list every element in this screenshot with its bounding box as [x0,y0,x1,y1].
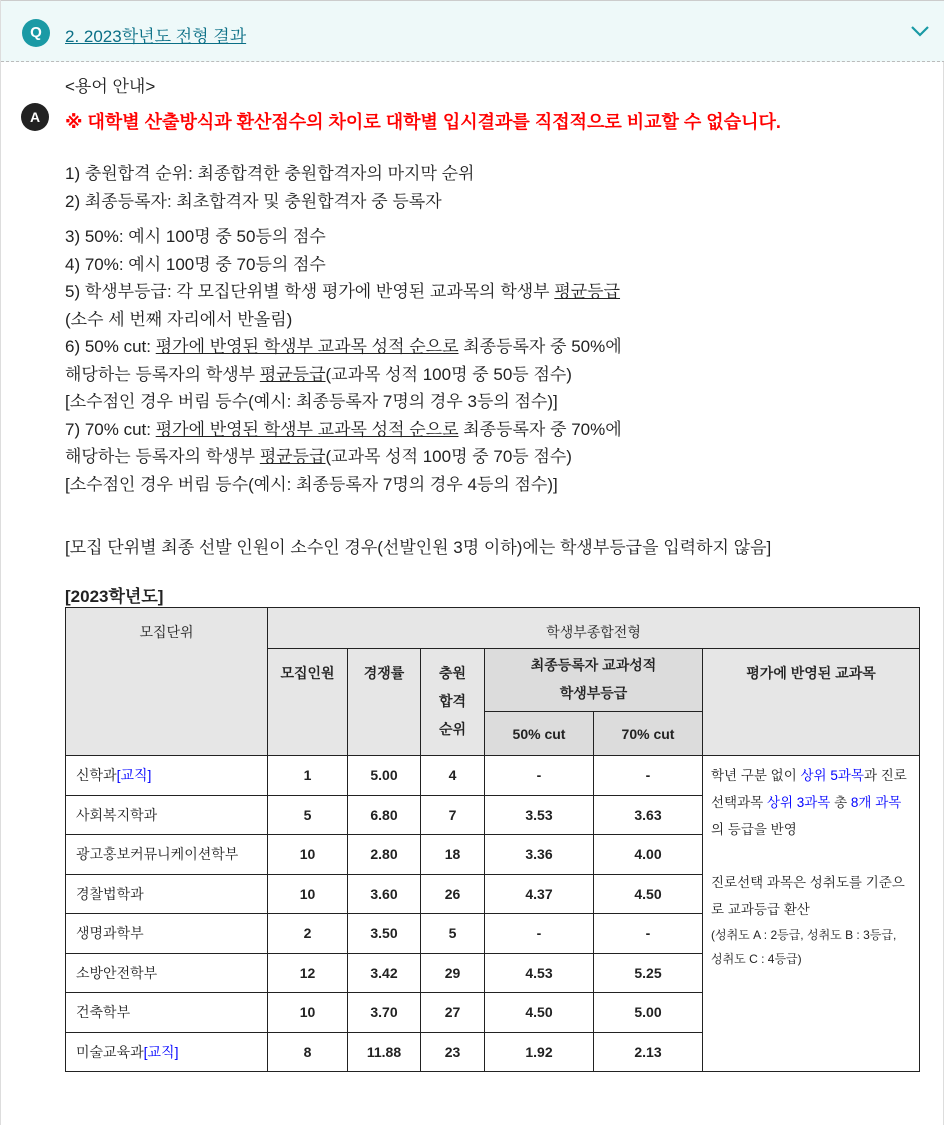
line-text: 최종등록자 중 50%에 [458,337,622,356]
cell-cut50: - [485,914,594,954]
teaching-tag: [교직] [116,767,152,784]
line-text: 5) 학생부등급: 각 모집단위별 학생 평가에 반영된 교과목의 학생부 [65,282,555,301]
question-badge: Q [22,19,50,47]
cell-rank: 7 [421,795,485,835]
line-text: 해당하는 등록자의 학생부 [65,364,260,384]
unit-name-text: 경찰법학과 [76,885,144,902]
note-text: 학년 구분 없이 [711,768,801,783]
cell-quota: 2 [268,914,348,954]
header-ratio: 경쟁률 [348,649,421,756]
cell-rank: 27 [421,993,485,1033]
unit-name [66,953,268,993]
cell-cut70: - [594,756,703,796]
unit-name-text: 생명과학부 [76,925,144,942]
underlined-term: 평균등급 [554,282,621,301]
cell-cut50: 4.53 [485,953,594,993]
guide-title: <용어 안내> [65,77,156,96]
unit-name [66,874,268,914]
cell-ratio: 5.00 [348,756,421,796]
unit-name [66,1032,268,1072]
note-p1 [711,762,911,843]
line-text: 해당하는 등록자의 학생부 [65,447,260,466]
note-text: 총 [830,795,851,810]
question-header[interactable] [1,0,944,62]
cell-cut70: 5.00 [594,993,703,1033]
cell-quota: 8 [268,1032,348,1072]
cell-ratio: 6.80 [348,795,421,835]
guide-line [65,416,905,444]
term-guide-list [65,160,905,561]
unit-name-text: 사회복지학과 [76,806,158,823]
guide-line [65,306,905,334]
cell-cut70: 3.63 [594,795,703,835]
question-title-link[interactable]: 2. 2023학년도 전형 결과 [65,27,247,46]
cell-cut50: 4.37 [485,874,594,914]
cell-quota: 10 [268,835,348,875]
cell-ratio: 11.88 [348,1032,421,1072]
warning-text: ※ 대학별 산출방식과 환산점수의 차이로 대학별 입시결과를 직접적으로 비교할 수 없습니다. [65,112,781,132]
chevron-down-icon[interactable] [909,21,931,41]
cell-cut70: 4.50 [594,874,703,914]
unit-name-text: 광고홍보커뮤니케이션학부 [76,846,239,863]
cell-quota: 12 [268,953,348,993]
cell-quota: 10 [268,993,348,1033]
line-text: 최종등록자 중 70%에 [458,419,622,439]
line-text: 4) 70%: 예시 100명 중 70등의 점수 [65,254,326,274]
cell-ratio: 3.60 [348,874,421,914]
header-unit: 모집단위 [66,608,268,756]
header-final: 최종등록자 교과성적 [530,657,657,673]
guide-line [65,160,905,188]
guide-line [65,443,905,471]
line-text: 6) 50% cut: [65,337,156,356]
cell-cut70: 4.00 [594,835,703,875]
cell-cut70: - [594,914,703,954]
header-cut70: 70% cut [594,712,703,756]
cell-ratio: 3.70 [348,993,421,1033]
guide-line [65,361,905,389]
unit-name-text: 신학과 [76,767,117,784]
unit-name [66,993,268,1033]
cell-cut50: 1.92 [485,1032,594,1072]
unit-name [66,756,268,796]
subjects-note [703,756,920,1072]
guide-line [65,278,905,306]
line-text: (소수 세 번째 자리에서 반올림) [65,309,293,329]
header-subjects: 평가에 반영된 교과목 [703,649,920,756]
cell-cut50: 3.36 [485,835,594,875]
line-text: (교과목 성적 100명 중 70등 점수) [325,447,572,466]
cell-quota: 10 [268,874,348,914]
cell-cut70: 2.13 [594,1032,703,1072]
header-final-grade [485,649,703,712]
cell-cut50: - [485,756,594,796]
cell-ratio: 3.50 [348,914,421,954]
header-rank: 충원 합격 순위 [421,649,485,756]
line-text: (교과목 성적 100명 중 50등 점수) [325,364,572,384]
cell-cut70: 5.25 [594,953,703,993]
guide-line [65,534,905,562]
teaching-tag: [교직] [143,1043,179,1060]
guide-line [65,251,905,279]
cell-rank: 4 [421,756,485,796]
unit-name-text: 미술교육과 [76,1043,144,1060]
underlined-term: 평균등급 [259,364,326,384]
line-text: [모집 단위별 최종 선발 인원이 소수인 경우(선발인원 3명 이하)에는 학생부등급을 입력하지 않음] [65,537,772,557]
line-text: 7) 70% cut: [65,419,156,439]
cell-cut50: 3.53 [485,795,594,835]
cell-ratio: 2.80 [348,835,421,875]
highlight-text: 상위 5과목 [800,768,864,783]
header-track: 학생부종합전형 [268,608,920,649]
note-text: 의 등급을 반영 [711,822,797,837]
guide-line [65,498,905,526]
guide-line [65,471,905,499]
unit-name-text: 건축학부 [76,1004,131,1021]
note-text: 과 진로선택과목 [711,768,907,810]
unit-name [66,795,268,835]
cell-rank: 5 [421,914,485,954]
header-quota: 모집인원 [268,649,348,756]
line-text: 3) 50%: 예시 100명 중 50등의 점수 [65,227,326,246]
line-text: 1) 충원합격 순위: 최종합격한 충원합격자의 마지막 순위 [65,164,475,183]
line-text: 2) 최종등록자: 최초합격자 및 충원합격자 중 등록자 [65,191,442,211]
note-p2: 진로선택 과목은 성취도를 기준으로 교과등급 환산 [711,875,905,917]
line-text: [소수점인 경우 버림 등수(예시: 최종등록자 7명의 경우 3등의 점수)] [65,392,558,411]
cell-rank: 26 [421,874,485,914]
year-label: [2023학년도] [65,587,164,606]
underlined-term: 평가에 반영된 학생부 교과목 성적 순으로 [155,419,459,439]
unit-name-text: 소방안전학부 [76,964,158,981]
admission-results-table [65,607,920,1072]
cell-ratio: 3.42 [348,953,421,993]
underlined-term: 평균등급 [259,447,326,466]
cell-rank: 23 [421,1032,485,1072]
highlight-text: 상위 3과목 [766,795,831,810]
cell-rank: 18 [421,835,485,875]
guide-line [65,188,905,216]
cell-quota: 1 [268,756,348,796]
header-grade: 학생부등급 [559,685,628,701]
line-text: [소수점인 경우 버림 등수(예시: 최종등록자 7명의 경우 4등의 점수)] [65,474,558,494]
cell-cut50: 4.50 [485,993,594,1033]
cell-rank: 29 [421,953,485,993]
header-cut50: 50% cut [485,712,594,756]
guide-line [65,223,905,251]
table-row [66,756,920,796]
unit-name [66,914,268,954]
cell-quota: 5 [268,795,348,835]
highlight-text: 8개 과목 [850,795,902,810]
note-p3: (성취도 A : 2등급, 성취도 B : 3등급, 성취도 C : 4등급) [711,928,897,966]
underlined-term: 평가에 반영된 학생부 교과목 성적 순으로 [155,337,459,356]
answer-badge: A [21,103,49,131]
guide-line [65,388,905,416]
unit-name [66,835,268,875]
guide-line [65,333,905,361]
